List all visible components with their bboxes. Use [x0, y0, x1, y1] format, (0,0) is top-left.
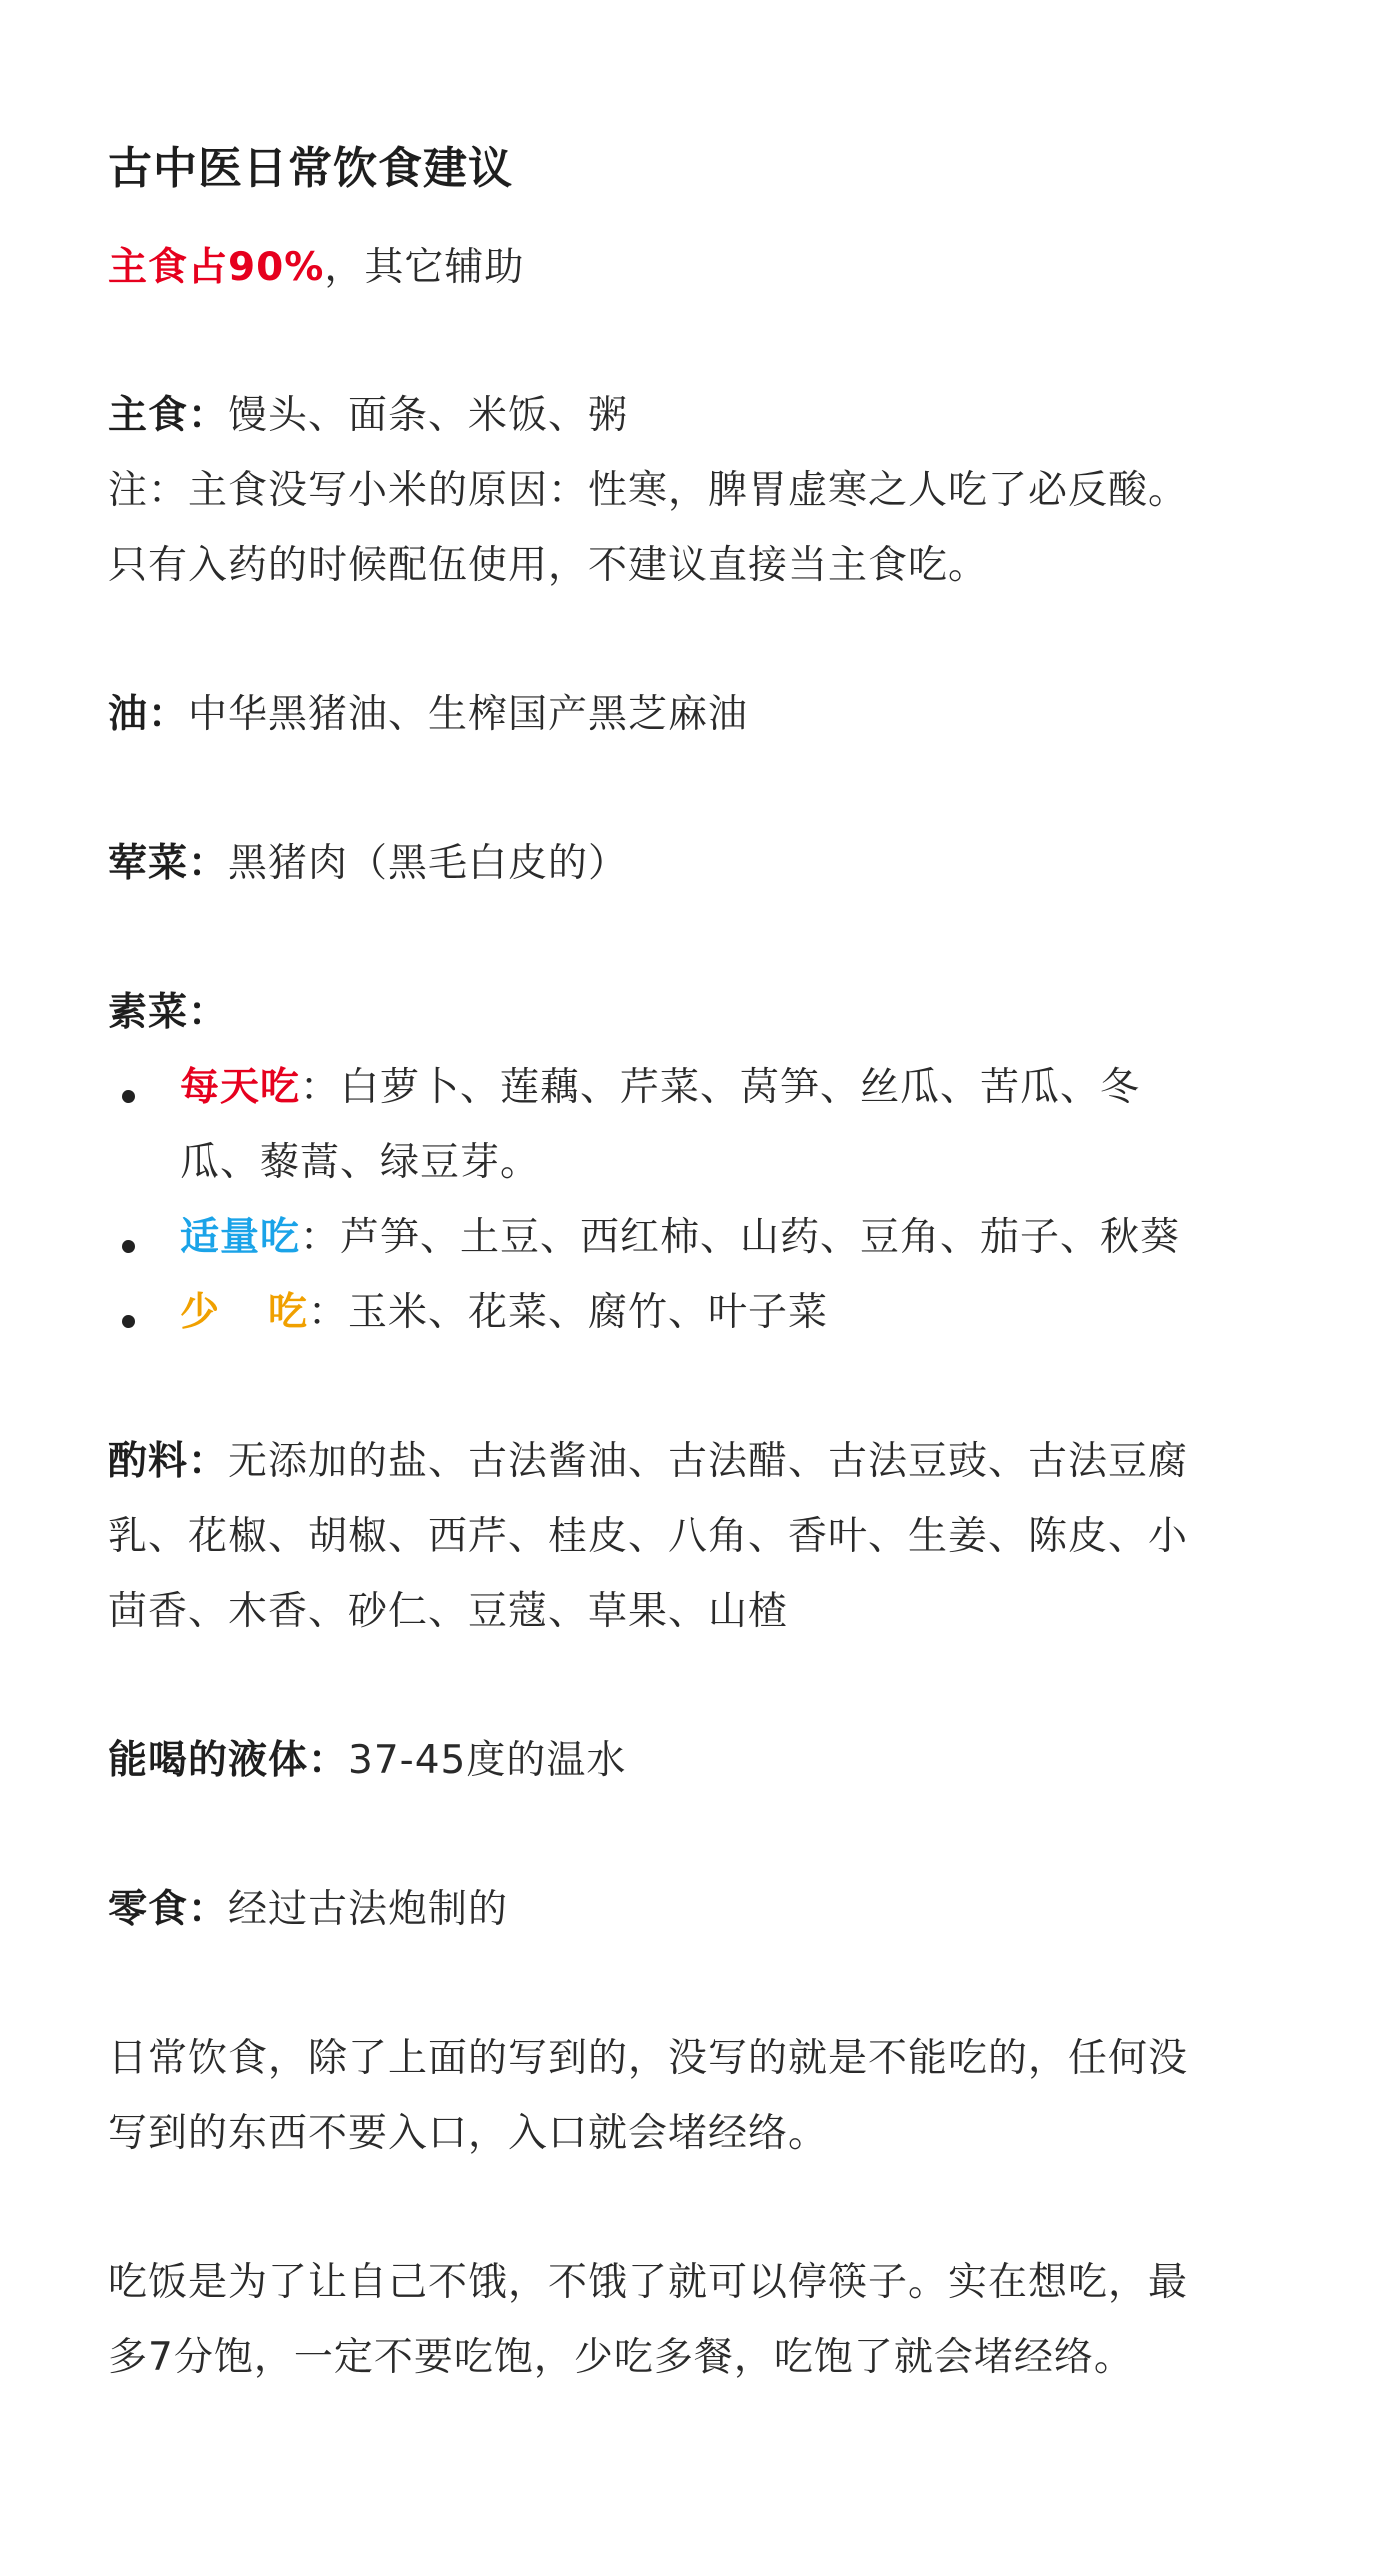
para2-line-2: 多7分饱，一定不要吃饱，少吃多餐，吃饱了就会堵经络。 — [108, 2335, 1134, 2380]
seasoning-line-2: 乳、花椒、胡椒、西芹、桂皮、八角、香叶、生姜、陈皮、小 — [108, 1514, 1189, 1559]
veg-less-text: ：玉米、花菜、腐竹、叶子菜 — [308, 1290, 829, 1335]
veg-daily-line-2: 瓜、藜蒿、绿豆芽。 — [180, 1140, 541, 1185]
intro-rest: ，其它辅助 — [324, 245, 525, 290]
intro-highlight: 主食占90% — [108, 245, 325, 290]
liquid-label: 能喝的液体： — [108, 1738, 349, 1783]
veg-label: 素菜： — [108, 990, 229, 1035]
page-title: 古中医日常饮食建议 — [108, 143, 513, 194]
oil-text: 中华黑猪油、生榨国产黑芝麻油 — [188, 692, 749, 737]
para1-line-2: 写到的东西不要入口，入口就会堵经络。 — [108, 2111, 829, 2156]
snack-line — [108, 1872, 508, 1947]
meat-label: 荤菜： — [108, 841, 229, 886]
veg-moderate-line — [180, 1200, 1180, 1275]
staple-note-line-1: 注：主食没写小米的原因：性寒，脾胃虚寒之人吃了必反酸。 — [108, 468, 1189, 513]
bullet-dot — [122, 1090, 135, 1103]
para1-line-1: 日常饮食，除了上面的写到的，没写的就是不能吃的，任何没 — [108, 2036, 1189, 2081]
veg-less-label-b: 吃 — [268, 1290, 309, 1335]
bullet-dot — [122, 1315, 135, 1328]
staple-label: 主食： — [108, 393, 229, 438]
liquid-text: 37-45度的温水 — [348, 1738, 627, 1783]
veg-daily-label: 每天吃 — [180, 1065, 301, 1110]
meat-text: 黑猪肉（黑毛白皮的） — [228, 841, 629, 886]
snack-label: 零食： — [108, 1887, 229, 1932]
staple-text: 馒头、面条、米饭、粥 — [228, 393, 629, 438]
veg-daily-line-1 — [180, 1050, 1140, 1125]
staple-note-line-2: 只有入药的时候配伍使用，不建议直接当主食吃。 — [108, 543, 989, 588]
oil-label: 油： — [108, 692, 189, 737]
liquid-line — [108, 1723, 626, 1798]
veg-label-line — [108, 975, 228, 1050]
meat-line — [108, 826, 628, 901]
seasoning-line-1 — [108, 1424, 1188, 1499]
seasoning-line-3: 茴香、木香、砂仁、豆蔻、草果、山楂 — [108, 1589, 789, 1634]
veg-less-line — [180, 1275, 828, 1350]
seasoning-label: 酌料： — [108, 1439, 229, 1484]
intro-line — [108, 230, 524, 305]
veg-less-label-a: 少 — [180, 1290, 221, 1335]
staple-line — [108, 378, 628, 453]
veg-moderate-text: ：芦笋、土豆、西红柿、山药、豆角、茄子、秋葵 — [300, 1215, 1181, 1260]
seasoning-text-1: 无添加的盐、古法酱油、古法醋、古法豆豉、古法豆腐 — [228, 1439, 1189, 1484]
bullet-dot — [122, 1240, 135, 1253]
veg-moderate-label: 适量吃 — [180, 1215, 301, 1260]
snack-text: 经过古法炮制的 — [228, 1887, 509, 1932]
oil-line — [108, 677, 748, 752]
veg-daily-text-1: ：白萝卜、莲藕、芹菜、莴笋、丝瓜、苦瓜、冬 — [300, 1065, 1141, 1110]
para2-line-1: 吃饭是为了让自己不饿，不饿了就可以停筷子。实在想吃，最 — [108, 2260, 1189, 2305]
